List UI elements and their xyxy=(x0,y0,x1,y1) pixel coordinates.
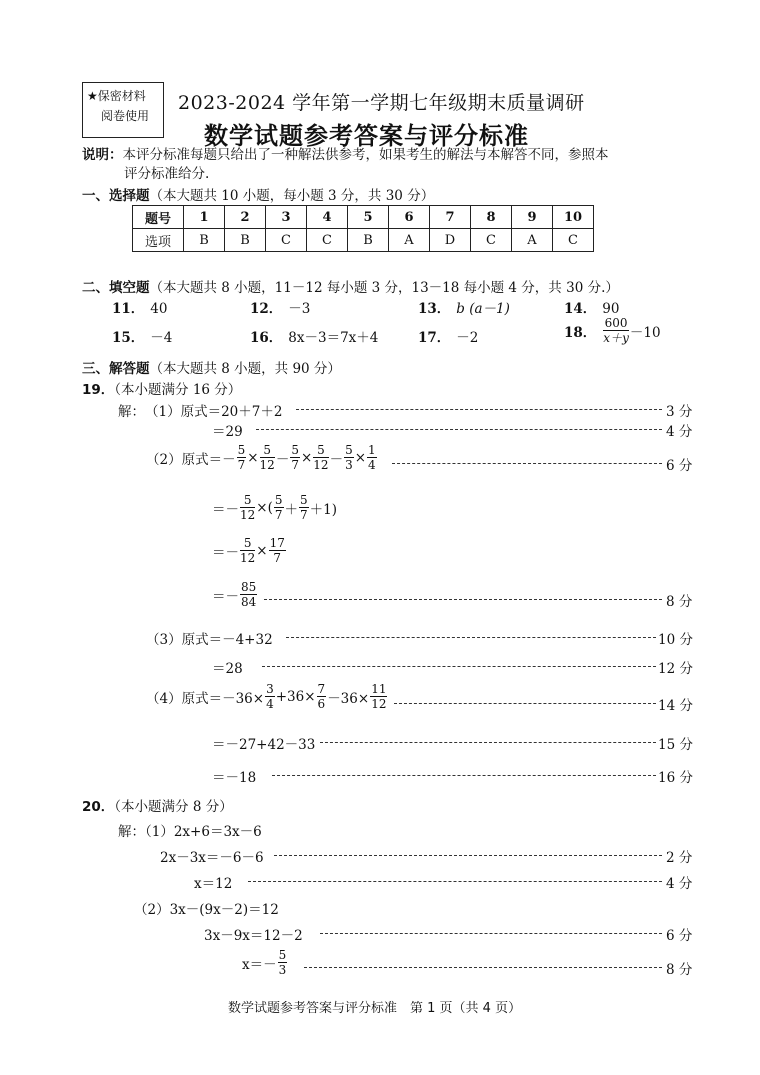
question-number: 20． xyxy=(82,799,115,815)
solution-label: 解： xyxy=(118,404,145,420)
answer-text: －3 xyxy=(288,301,311,317)
fraction-denominator: 6 xyxy=(317,697,326,711)
table-cell-number: 9 xyxy=(512,206,553,229)
q19-part2-line3: ＝－ $\frac{5}{12}$ × $\frac{17}{7}$ xyxy=(212,536,285,565)
step-text: x＝－ xyxy=(242,956,277,973)
answer-text: 40 xyxy=(150,301,168,317)
question-number: 17． xyxy=(418,330,451,346)
table-cell-answer: B xyxy=(184,229,225,252)
fill-answer-14 xyxy=(564,297,619,317)
fraction-numerator: 17 xyxy=(269,536,285,550)
table-cell-number: 2 xyxy=(225,206,266,229)
q19-part4-line3: ＝－18 xyxy=(212,770,257,786)
q20-part1-line2: 2x－3x＝－6－6 xyxy=(160,850,264,866)
answer-text: －4 xyxy=(150,330,173,346)
fraction xyxy=(603,316,629,345)
score-mark: 8 分 xyxy=(666,962,693,978)
fraction-numerator: 11 xyxy=(371,682,387,696)
question-number: 15． xyxy=(112,330,145,346)
question-19-heading xyxy=(82,378,241,398)
question-number: 12． xyxy=(250,301,283,317)
table-cell-number: 5 xyxy=(348,206,389,229)
fraction xyxy=(299,493,309,522)
fraction-numerator: 1 xyxy=(368,443,376,457)
fraction xyxy=(240,536,255,565)
score-mark: 15 分 xyxy=(658,737,693,753)
section-choice-desc: （本大题共 10 小题，每小题 3 分，共 30 分） xyxy=(149,188,435,204)
question-20-heading xyxy=(82,795,233,815)
fraction xyxy=(278,948,288,977)
answer-text: 8x－3＝7x＋4 xyxy=(288,330,379,346)
step-text: （1）原式＝20＋7＋2 xyxy=(145,404,283,420)
fraction-numerator: 5 xyxy=(240,536,255,551)
note-text-1: 本评分标准每题只给出了一种解法供参考，如果考生的解法与本解答不同，参照本 xyxy=(122,147,609,163)
fraction xyxy=(344,443,354,472)
fraction-numerator: 85 xyxy=(241,580,257,594)
confidential-stamp xyxy=(82,82,164,138)
q19-part4-line1: （4）原式＝－36× $\frac{3}{4}$ +36× $\frac{7}{6}$ －36× $\frac{11}{12}$ xyxy=(146,682,387,711)
fraction xyxy=(269,536,286,565)
table-cell-answer: C xyxy=(266,229,307,252)
fraction xyxy=(240,580,257,609)
question-number: 13． xyxy=(418,301,451,317)
stamp-line-2: 阅卷使用 xyxy=(101,109,150,123)
table-cell-number: 6 xyxy=(389,206,430,229)
exam-title: 2023-2024 学年第一学期七年级期末质量调研 xyxy=(178,92,585,114)
q19-part3-line2: ＝28 xyxy=(212,661,243,677)
table-cell-number: 3 xyxy=(266,206,307,229)
table-cell-answer: A xyxy=(512,229,553,252)
table-cell-number: 4 xyxy=(307,206,348,229)
question-desc: （本小题满分 16 分） xyxy=(114,382,242,398)
step-text: （2）原式＝－ xyxy=(146,451,236,468)
fill-answer-18 xyxy=(564,316,661,345)
fraction xyxy=(260,443,275,472)
dotted-leader xyxy=(264,599,662,600)
score-mark: 4 分 xyxy=(666,876,693,892)
fraction-denominator: 84 xyxy=(241,595,257,609)
section-fill-desc: （本大题共 8 小题，11－12 每小题 3 分，13－18 每小题 4 分，共 30 分.） xyxy=(149,280,619,296)
q20-part1-line1: 解：（1）2x+6＝3x－6 xyxy=(118,824,262,840)
dotted-leader xyxy=(286,637,656,638)
step-text: （4）原式＝－36× xyxy=(146,690,265,707)
q19-part1-line1 xyxy=(118,400,282,420)
fraction-denominator: 7 xyxy=(274,508,283,522)
instructions-note xyxy=(82,146,682,184)
dotted-leader xyxy=(320,933,662,934)
table-cell-number: 7 xyxy=(430,206,471,229)
fraction-numerator: 5 xyxy=(237,443,246,457)
table-cell-answer: C xyxy=(553,229,594,252)
fraction-denominator: 3 xyxy=(345,458,353,472)
fraction-numerator: 5 xyxy=(274,493,283,507)
score-mark: 10 分 xyxy=(658,632,693,648)
question-number: 11． xyxy=(112,301,145,317)
fill-answer-13 xyxy=(418,297,510,317)
table-row-numbers xyxy=(133,206,594,229)
score-mark: 8 分 xyxy=(666,594,693,610)
fraction-numerator: 5 xyxy=(240,493,255,508)
section-choice-label: 一、选择题 xyxy=(82,188,150,204)
fraction xyxy=(237,443,247,472)
fraction-denominator: 12 xyxy=(313,458,329,472)
table-cell-answer: A xyxy=(389,229,430,252)
fraction-numerator: 5 xyxy=(260,443,275,458)
table-cell-number: 10 xyxy=(553,206,594,229)
section-fill-label: 二、填空题 xyxy=(82,280,150,296)
fraction-denominator: 12 xyxy=(371,697,387,711)
fraction-numerator: 5 xyxy=(300,493,308,507)
q20-part2-line3 xyxy=(242,948,288,977)
dotted-leader xyxy=(262,666,656,667)
question-number: 16． xyxy=(250,330,283,346)
q19-part3-line1: （3）原式＝－4+32 xyxy=(146,632,273,648)
fill-answer-17 xyxy=(418,326,478,346)
fill-answer-11 xyxy=(112,297,167,317)
fraction-denominator: 7 xyxy=(300,508,308,522)
fraction xyxy=(370,682,387,711)
section-choice-heading xyxy=(82,184,434,204)
q20-part1-line3: x＝12 xyxy=(194,876,233,892)
fraction xyxy=(317,682,327,711)
q20-part2-line2: 3x－9x＝12－2 xyxy=(204,928,303,944)
score-mark: 14 分 xyxy=(658,698,693,714)
table-cell-answer: B xyxy=(348,229,389,252)
fraction xyxy=(290,443,300,472)
fraction xyxy=(274,493,284,522)
fraction xyxy=(367,443,377,472)
answer-text: －10 xyxy=(629,324,661,341)
dotted-leader xyxy=(320,742,656,743)
score-mark: 2 分 xyxy=(666,850,693,866)
dotted-leader xyxy=(272,775,656,776)
table-cell-number: 8 xyxy=(471,206,512,229)
fraction xyxy=(265,682,275,711)
fraction-denominator: 7 xyxy=(237,458,246,472)
question-number: 18． xyxy=(564,324,597,341)
fraction-denominator: 12 xyxy=(240,551,256,565)
question-number: 19． xyxy=(82,382,115,398)
score-mark: 3 分 xyxy=(666,404,693,420)
dotted-leader xyxy=(296,409,662,410)
dotted-leader xyxy=(256,429,662,430)
score-mark: 4 分 xyxy=(666,424,693,440)
note-text-2: 评分标准给分. xyxy=(124,166,210,182)
fraction-numerator: 3 xyxy=(266,682,274,696)
question-number: 14． xyxy=(564,301,597,317)
score-mark: 16 分 xyxy=(658,770,693,786)
table-cell-answer: B xyxy=(225,229,266,252)
fraction-denominator: 4 xyxy=(368,458,376,472)
page-footer: 数学试题参考答案与评分标准 第 1 页（共 4 页） xyxy=(228,1001,522,1016)
q20-part2-line1: （2）3x－(9x－2)＝12 xyxy=(134,902,279,918)
dotted-leader xyxy=(304,967,662,968)
fill-answer-12 xyxy=(250,297,310,317)
fraction-denominator: 12 xyxy=(259,458,275,472)
fraction-numerator: 5 xyxy=(313,443,328,458)
stamp-line-1: ★保密材料 xyxy=(87,89,146,103)
q19-part2-line4: ＝－ $\frac{85}{84}$ xyxy=(212,580,257,609)
fraction-denominator: 7 xyxy=(291,458,299,472)
note-label: 说明： xyxy=(82,147,123,163)
section-solve-desc: （本大题共 8 小题，共 90 分） xyxy=(149,361,341,377)
dotted-leader xyxy=(248,881,662,882)
fraction-denominator: 4 xyxy=(266,697,274,711)
fraction-numerator: 5 xyxy=(278,948,287,962)
table-cell-answer: C xyxy=(307,229,348,252)
section-solve-label: 三、解答题 xyxy=(82,361,150,377)
fill-answer-15 xyxy=(112,326,172,346)
fraction-numerator: 600 xyxy=(604,316,628,330)
answer-text: －2 xyxy=(456,330,479,346)
dotted-leader xyxy=(274,855,662,856)
fraction xyxy=(240,493,255,522)
q19-part2-line2: ＝－ $\frac{5}{12}$ ×( $\frac{5}{7}$ ＋ $\frac{5}{7}$ ＋1) xyxy=(212,493,338,522)
table-answer-label: 选项 xyxy=(133,229,184,252)
answer-text: b (a－1) xyxy=(456,301,510,317)
fill-answer-16 xyxy=(250,326,378,346)
score-mark: 12 分 xyxy=(658,661,693,677)
q19-part2-line1: （2）原式＝－ $\frac{5}{7}$ × $\frac{5}{12}$ － $\frac{5}{7}$ × $\frac{5}{12}$ － $\frac{5}{3}$ × $\frac{1}{4}$ xyxy=(146,443,376,472)
fraction xyxy=(313,443,328,472)
table-cell-number: 1 xyxy=(184,206,225,229)
table-cell-answer: D xyxy=(430,229,471,252)
choice-answer-table xyxy=(132,205,594,252)
q19-part4-line2: ＝－27+42－33 xyxy=(212,737,316,753)
dotted-leader xyxy=(394,703,656,704)
fraction-numerator: 7 xyxy=(317,682,326,696)
table-header-label: 题号 xyxy=(133,206,184,229)
answer-text: 90 xyxy=(602,301,620,317)
section-fill-heading xyxy=(82,276,619,296)
score-mark: 6 分 xyxy=(666,458,693,474)
fraction-denominator: x＋y xyxy=(603,331,629,345)
table-cell-answer: C xyxy=(471,229,512,252)
fraction-numerator: 5 xyxy=(291,443,299,457)
table-row-answers xyxy=(133,229,594,252)
question-desc: （本小题满分 8 分） xyxy=(114,799,233,815)
q19-part1-line2: ＝29 xyxy=(212,424,243,440)
section-solve-heading xyxy=(82,357,341,377)
dotted-leader xyxy=(392,463,662,464)
fraction-denominator: 7 xyxy=(273,551,282,565)
fraction-denominator: 12 xyxy=(240,508,256,522)
fraction-numerator: 5 xyxy=(345,443,353,457)
fraction-denominator: 3 xyxy=(278,963,287,977)
score-mark: 6 分 xyxy=(666,928,693,944)
document-title: 数学试题参考答案与评分标准 xyxy=(204,122,529,150)
